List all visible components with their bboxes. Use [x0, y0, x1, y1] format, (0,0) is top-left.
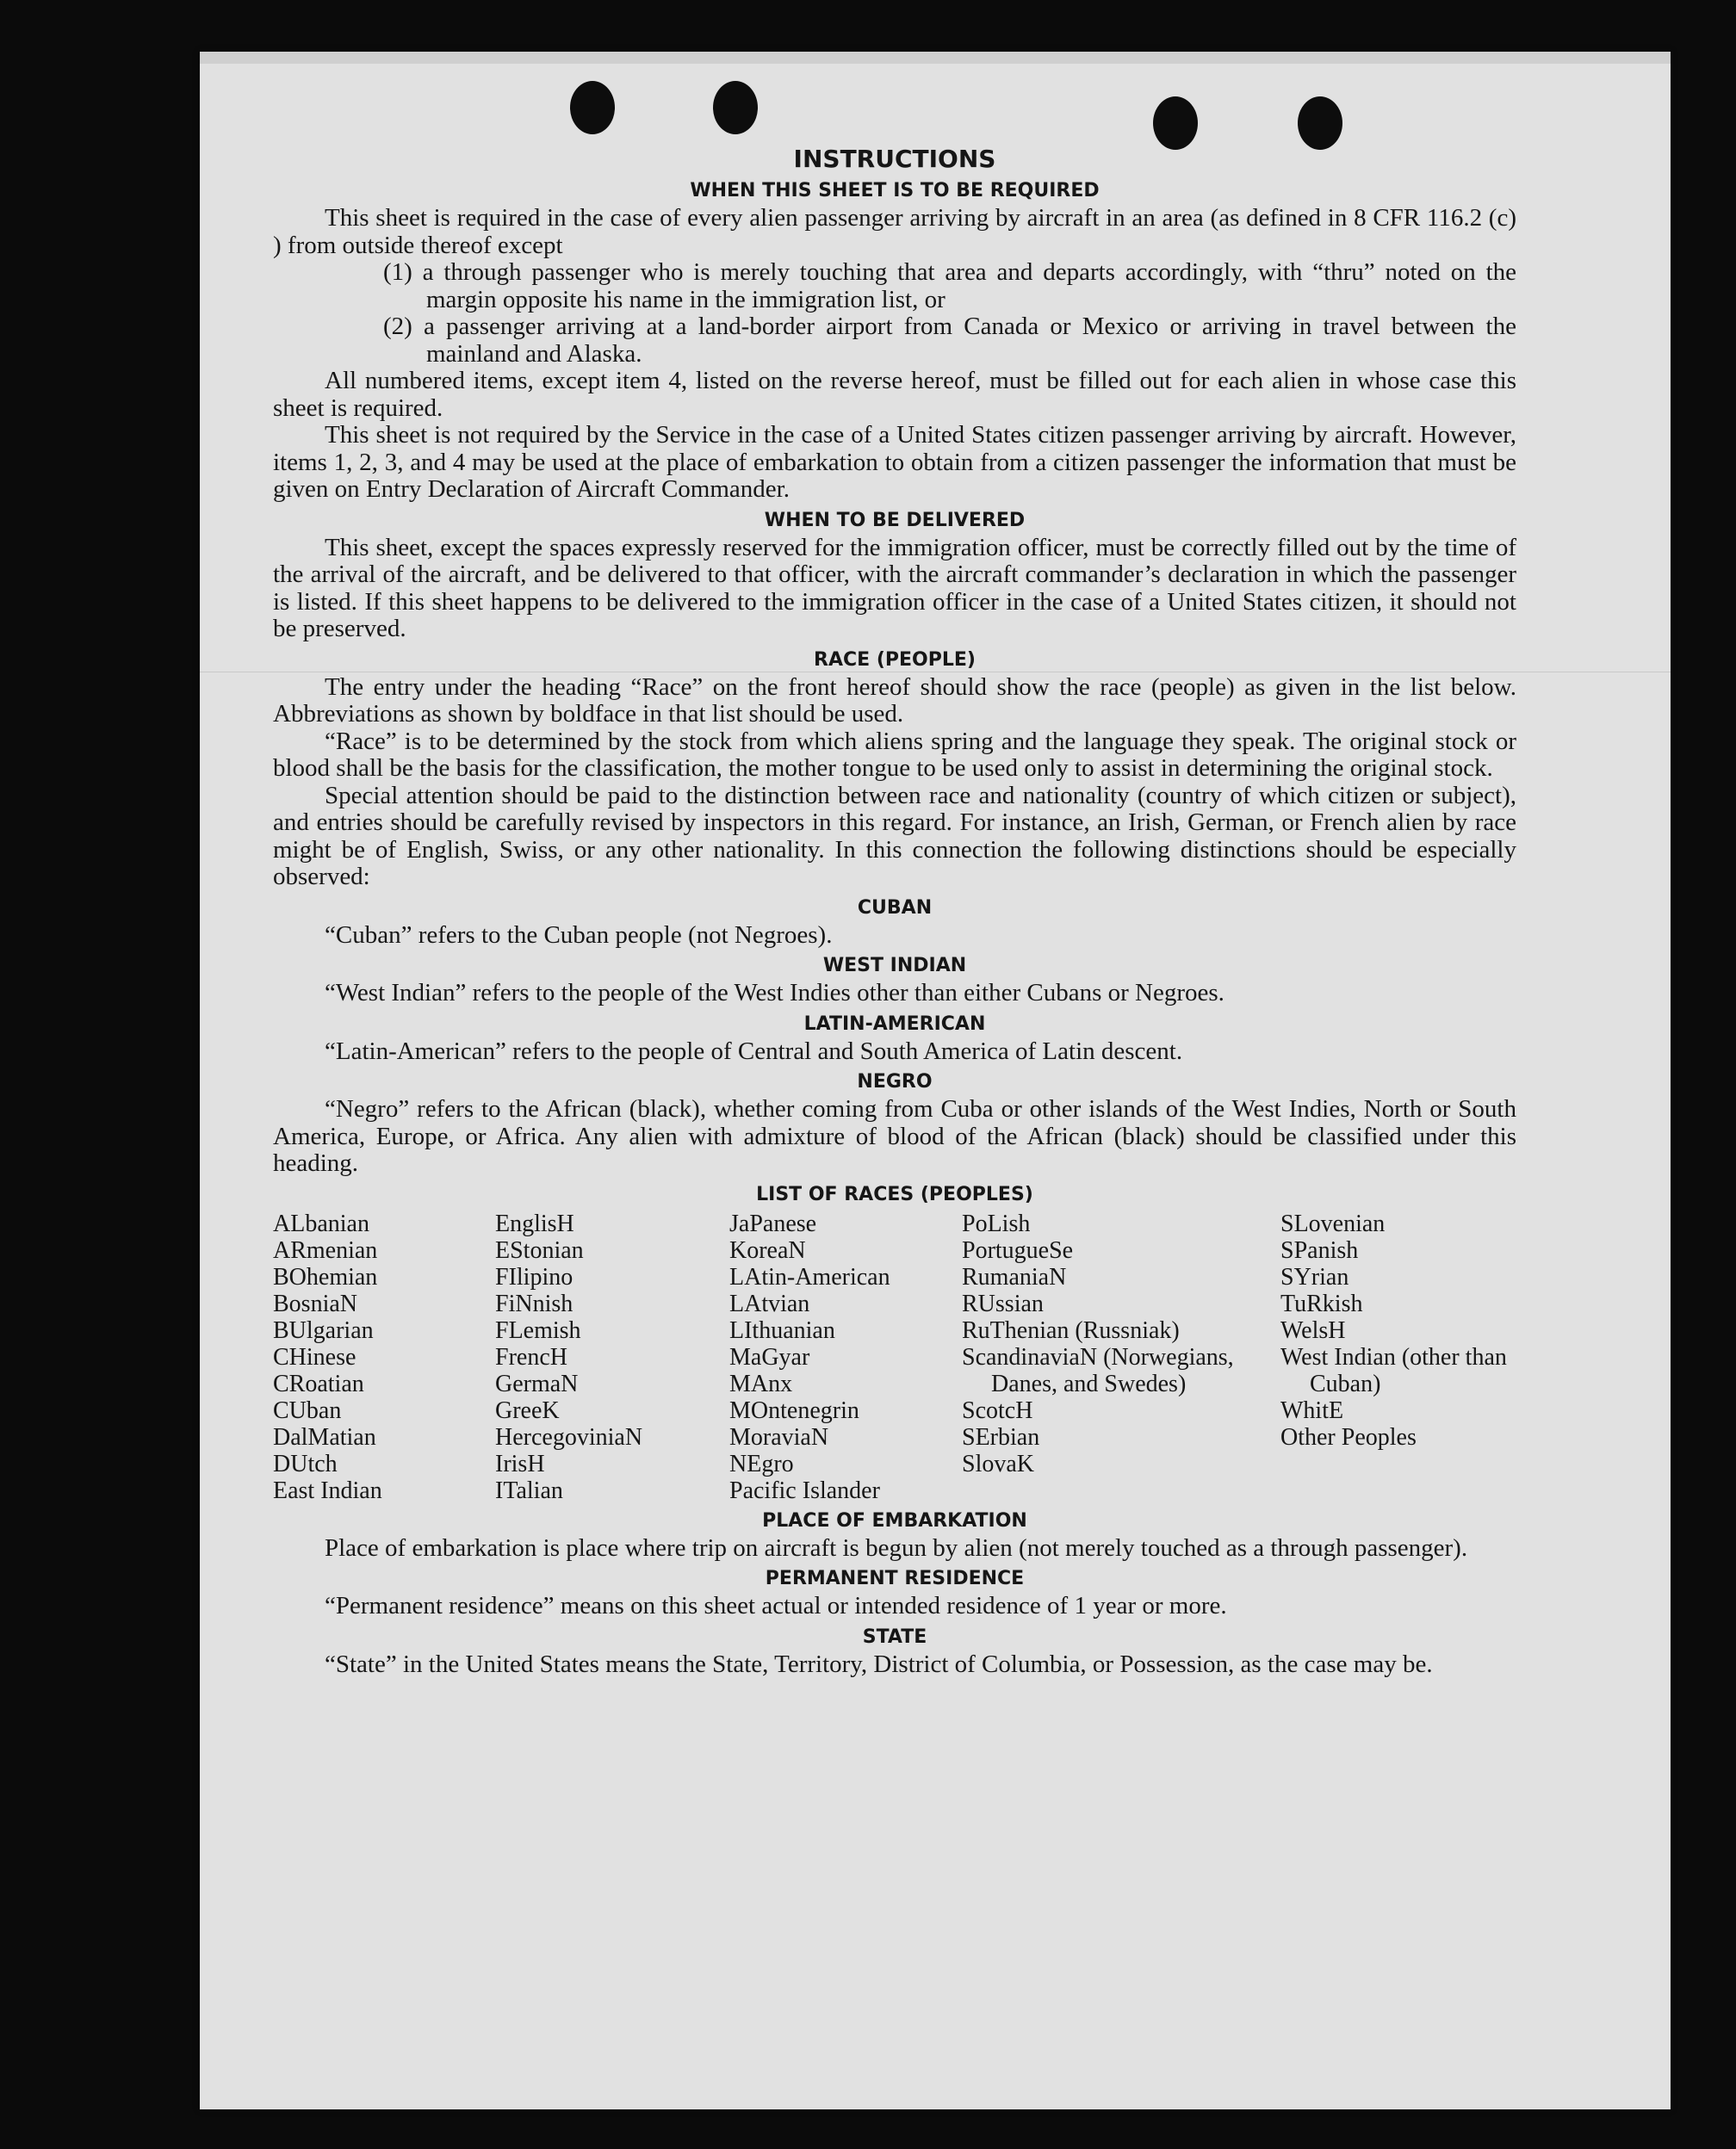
race-entry: MAnx: [729, 1370, 793, 1397]
race-entry: JaPanese: [729, 1210, 817, 1237]
embarkation-text: Place of embarkation is place where trip on aircraft is begun by alien (not merely touched as a through passenger).: [325, 1533, 1468, 1562]
race-entry: TuRkish: [1280, 1290, 1363, 1317]
race-entry: FIlipino: [495, 1263, 574, 1291]
race-entry: CUban: [273, 1397, 342, 1424]
races-list-heading: LIST OF RACES (PEOPLES): [756, 1183, 1033, 1205]
race-entry: SlovaK: [962, 1450, 1034, 1477]
races-column: [729, 1211, 962, 1504]
torn-edge: [200, 52, 1671, 64]
race-entry: IrisH: [495, 1450, 545, 1477]
punch-hole: [570, 81, 615, 134]
instructions-text: [273, 145, 1516, 1678]
race-entry: CHinese: [273, 1343, 356, 1371]
punch-hole: [1298, 96, 1342, 150]
race-entry: ScotcH: [962, 1397, 1033, 1424]
race-entry: WelsH: [1280, 1316, 1346, 1344]
race-entry: SLovenian: [1280, 1210, 1386, 1237]
delivered-text: This sheet, except the spaces expressly reserved for the immigration officer, must be correctly filled out by the time of the arrival of the aircraft, and be delivered to that officer, with the aircraft commander’s declaration in which the passenger is listed. If this sheet happens to be delivered to the immigration officer in the case of a United States citizen, it should not be preserved.: [273, 533, 1516, 642]
race-entry: LIthuanian: [729, 1316, 835, 1344]
race-entry: RumaniaN: [962, 1263, 1067, 1291]
exception-item: (1) a through passenger who is merely touching that area and departs accordingly, with “thru” noted on the margin opposite his name in the immigration list, or: [383, 258, 1516, 313]
race-paragraph: Special attention should be paid to the distinction between race and nationality (country of which citizen or subject), and entries should be carefully revised by inspectors in this regard. For instance, an Irish, German, or French alien by race might be of English, Swiss, or any other nationality. In this connection the following distinctions should be especially observed:: [273, 781, 1516, 890]
race-entry: LAtvian: [729, 1290, 810, 1317]
west-indian-heading: WEST INDIAN: [822, 955, 967, 976]
race-entry: ITalian: [495, 1477, 563, 1504]
state-heading: STATE: [862, 1626, 927, 1648]
punch-hole: [713, 81, 758, 134]
race-heading: RACE (PEOPLE): [814, 648, 976, 671]
state-text: “State” in the United States means the State, Territory, District of Columbia, or Possession, as the case may be.: [325, 1650, 1433, 1678]
race-entry: BOhemian: [273, 1263, 378, 1291]
race-entry: NEgro: [729, 1450, 794, 1477]
race-entry: PoLish: [962, 1210, 1031, 1237]
required-intro: This sheet is required in the case of every alien passenger arriving by aircraft in an area (as defined in 8 CFR 116.2 (c) ) from outside thereof except: [273, 204, 1516, 259]
race-entry: FrencH: [495, 1343, 567, 1371]
citizen-note: This sheet is not required by the Service in the case of a United States citizen passenger arriving by aircraft. However, items 1, 2, 3, and 4 may be used at the place of embarkation to obtain from a citizen passenger the information that must be given on Entry Declaration of Aircraft Commander.: [273, 421, 1516, 503]
race-entry: BUlgarian: [273, 1316, 374, 1344]
race-entry: West Indian (other than Cuban): [1280, 1343, 1507, 1397]
races-column: [273, 1211, 495, 1504]
embarkation-heading: PLACE OF EMBARKATION: [762, 1509, 1027, 1532]
race-entry: WhitE: [1280, 1397, 1344, 1424]
race-entry: EnglisH: [495, 1210, 574, 1237]
race-entry: ScandinaviaN (Norwegians, Danes, and Swedes): [962, 1343, 1234, 1397]
residence-heading: PERMANENT RESIDENCE: [765, 1568, 1025, 1589]
races-column: [962, 1211, 1280, 1504]
race-entry: DUtch: [273, 1450, 338, 1477]
races-column: [1280, 1211, 1516, 1504]
instructions-title: INSTRUCTIONS: [793, 145, 996, 173]
race-entry: BosniaN: [273, 1290, 357, 1317]
race-entry: SYrian: [1280, 1263, 1349, 1291]
race-entry: East Indian: [273, 1477, 382, 1504]
race-entry: Other Peoples: [1280, 1423, 1417, 1451]
race-entry: HercegoviniaN: [495, 1423, 643, 1451]
race-entry: RuThenian (Russniak): [962, 1316, 1180, 1344]
delivered-heading: WHEN TO BE DELIVERED: [764, 509, 1026, 531]
race-entry: MaGyar: [729, 1343, 810, 1371]
race-entry: DalMatian: [273, 1423, 376, 1451]
race-entry: SErbian: [962, 1423, 1040, 1451]
negro-heading: NEGRO: [857, 1071, 933, 1093]
race-entry: ALbanian: [273, 1210, 369, 1237]
cuban-heading: CUBAN: [857, 896, 933, 919]
race-entry: PortugueSe: [962, 1236, 1074, 1264]
race-entry: CRoatian: [273, 1370, 364, 1397]
race-entry: KoreaN: [729, 1236, 806, 1264]
races-list: [273, 1211, 1516, 1504]
race-entry: LAtin-American: [729, 1263, 890, 1291]
race-entry: MoraviaN: [729, 1423, 829, 1451]
race-entry: MOntenegrin: [729, 1397, 859, 1424]
race-entry: Pacific Islander: [729, 1477, 880, 1504]
race-entry: SPanish: [1280, 1236, 1359, 1264]
latin-american-text: “Latin-American” refers to the people of Central and South America of Latin descent.: [325, 1037, 1183, 1065]
numbered-items-text: All numbered items, except item 4, listed on the reverse hereof, must be filled out for each alien in whose case this sheet is required.: [273, 367, 1516, 422]
race-entry: ARmenian: [273, 1236, 378, 1264]
cuban-text: “Cuban” refers to the Cuban people (not Negroes).: [325, 920, 833, 949]
punch-hole: [1153, 96, 1198, 150]
race-paragraph: “Race” is to be determined by the stock from which aliens spring and the language they speak. The original stock or blood shall be the basis for the classification, the mother tongue to be used only to assist in determining the original stock.: [273, 727, 1516, 782]
west-indian-text: “West Indian” refers to the people of the West Indies other than either Cubans or Negroes.: [325, 979, 1224, 1006]
required-heading: WHEN THIS SHEET IS TO BE REQUIRED: [690, 180, 1100, 201]
race-entry: GermaN: [495, 1370, 579, 1397]
exception-item: (2) a passenger arriving at a land-border airport from Canada or Mexico or arriving in travel between the mainland and Alaska.: [383, 313, 1516, 368]
negro-text: “Negro” refers to the African (black), whether coming from Cuba or other islands of the West Indies, North or South America, Europe, or Africa. Any alien with admixture of blood of the African (black) should be classified under this heading.: [273, 1095, 1516, 1177]
race-entry: FiNnish: [495, 1290, 574, 1317]
race-entry: EStonian: [495, 1236, 584, 1264]
document-page: [200, 52, 1671, 2109]
race-entry: FLemish: [495, 1316, 581, 1344]
race-entry: GreeK: [495, 1397, 560, 1424]
latin-american-heading: LATIN-AMERICAN: [803, 1013, 986, 1035]
races-column: [495, 1211, 729, 1504]
residence-text: “Permanent residence” means on this sheet actual or intended residence of 1 year or more.: [325, 1592, 1227, 1619]
race-entry: RUssian: [962, 1290, 1044, 1317]
race-paragraph: The entry under the heading “Race” on the front hereof should show the race (people) as given in the list below. Abbreviations as shown by boldface in that list should be used.: [273, 672, 1516, 728]
